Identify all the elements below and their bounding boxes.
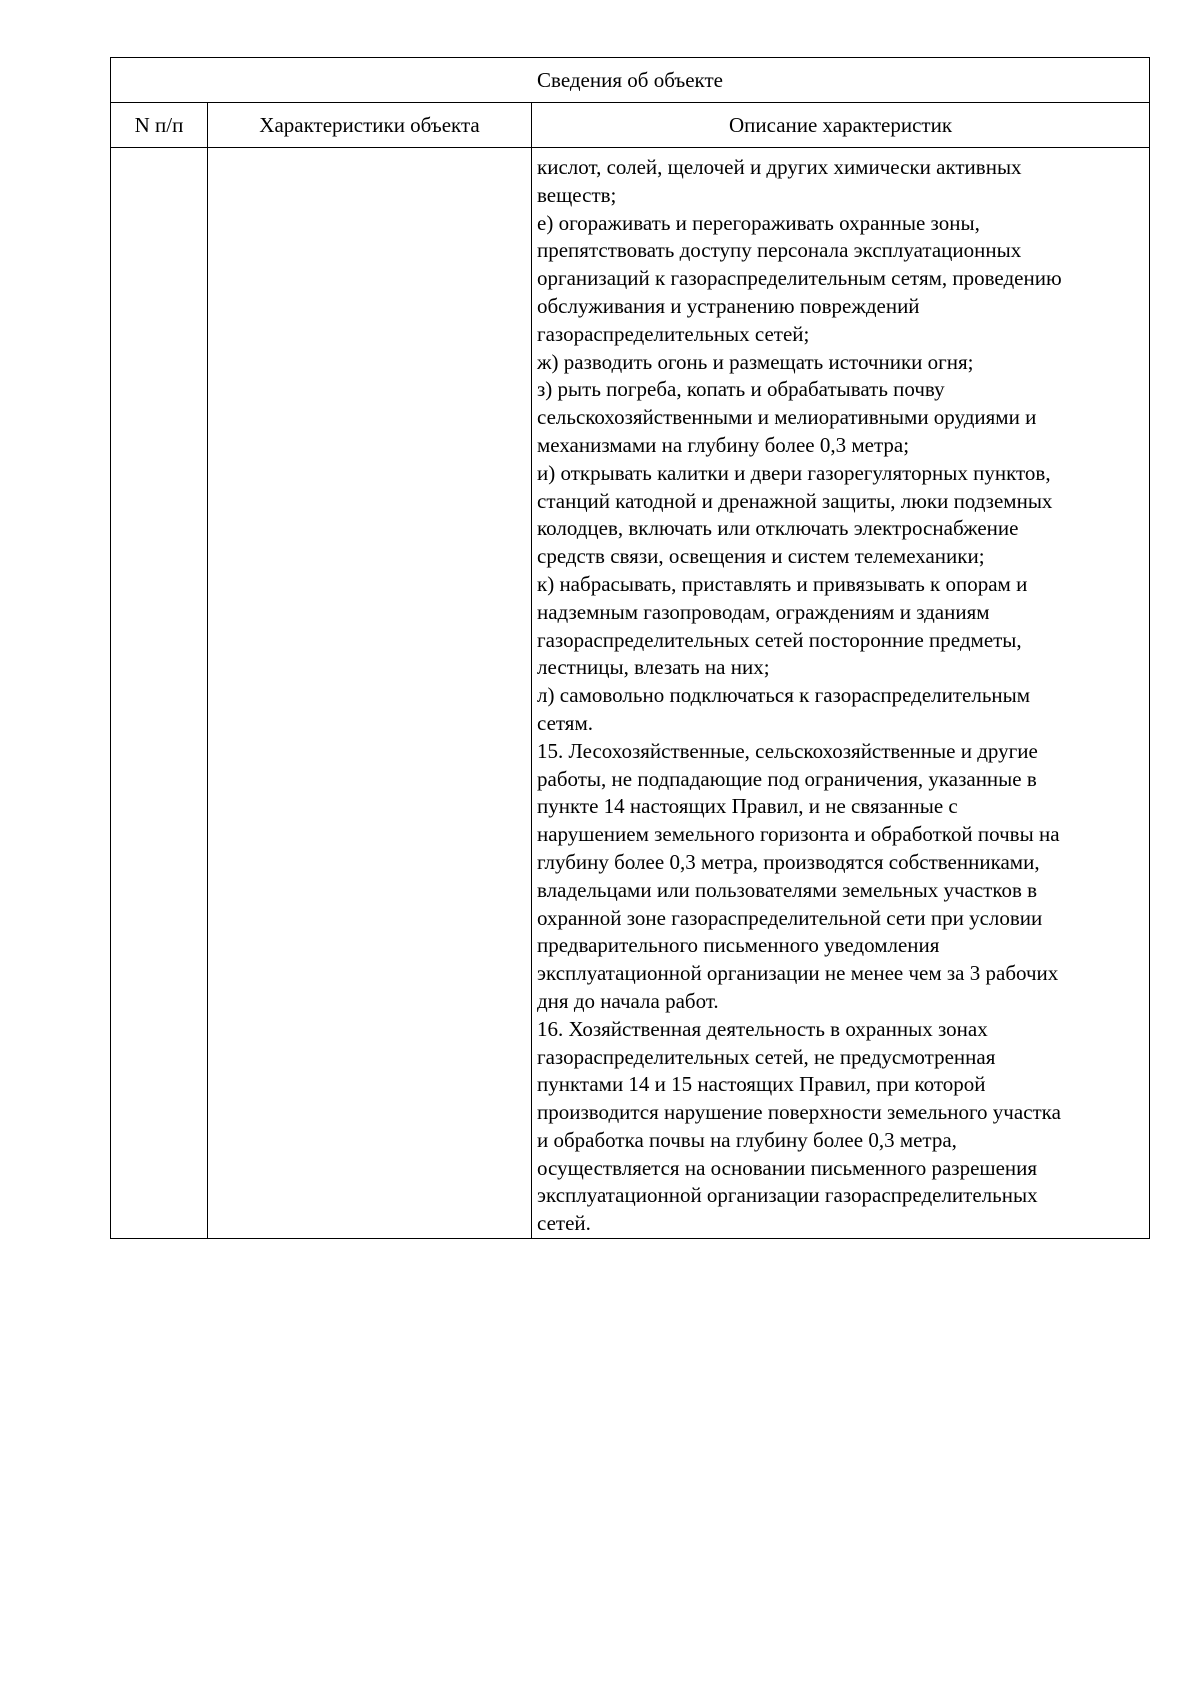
description-line: к) набрасывать, приставлять и привязывать к опорам и: [537, 571, 1028, 596]
header-num: N п/п: [111, 103, 208, 148]
description-line: нарушением земельного горизонта и обработкой почвы на: [537, 822, 1060, 847]
object-info-table: [110, 57, 1150, 1239]
description-line: сетей.: [537, 1211, 591, 1236]
table-title-row: [111, 58, 1150, 103]
cell-characteristics: [208, 148, 532, 1239]
description-line: дня до начала работ.: [537, 988, 719, 1013]
table-title: Сведения об объекте: [111, 58, 1150, 103]
table-header-row: [111, 103, 1150, 148]
description-line: е) огораживать и перегораживать охранные зоны,: [537, 210, 980, 235]
description-line: кислот, солей, щелочей и других химически активных: [537, 155, 1022, 179]
description-line: препятствовать доступу персонала эксплуатационных: [537, 238, 1022, 263]
description-line: 15. Лесохозяйственные, сельскохозяйственные и другие: [537, 738, 1038, 763]
description-line: средств связи, освещения и систем телемеханики;: [537, 544, 985, 569]
description-line: веществ;: [537, 182, 617, 207]
description-line: пункте 14 настоящих Правил, и не связанные с: [537, 794, 958, 819]
description-line: предварительного письменного уведомления: [537, 933, 940, 958]
description-line: эксплуатационной организации газораспределительных: [537, 1183, 1038, 1208]
description-line: з) рыть погреба, копать и обрабатывать почву: [537, 377, 945, 402]
description-line: ж) разводить огонь и размещать источники огня;: [537, 349, 974, 374]
table-row: [111, 148, 1150, 1239]
description-line: обслуживания и устранению повреждений: [537, 293, 920, 318]
cell-description: [532, 148, 1150, 1239]
description-line: 16. Хозяйственная деятельность в охранных зонах: [537, 1016, 988, 1041]
description-line: газораспределительных сетей, не предусмотренная: [537, 1044, 996, 1069]
description-line: л) самовольно подключаться к газораспределительным: [537, 683, 1031, 708]
header-description: Описание характеристик: [532, 103, 1150, 148]
description-line: и) открывать калитки и двери газорегуляторных пунктов,: [537, 460, 1051, 485]
description-line: производится нарушение поверхности земельного участка: [537, 1100, 1061, 1125]
description-line: эксплуатационной организации не менее чем за 3 рабочих: [537, 961, 1059, 986]
header-characteristics: Характеристики объекта: [208, 103, 532, 148]
description-line: колодцев, включать или отключать электроснабжение: [537, 516, 1019, 541]
description-line: сетям.: [537, 710, 593, 735]
description-line: лестницы, влезать на них;: [537, 655, 770, 680]
description-line: станций катодной и дренажной защиты, люки подземных: [537, 488, 1053, 513]
description-line: пунктами 14 и 15 настоящих Правил, при которой: [537, 1072, 986, 1097]
description-line: организаций к газораспределительным сетям, проведению: [537, 266, 1062, 291]
description-line: и обработка почвы на глубину более 0,3 метра,: [537, 1127, 957, 1152]
description-line: газораспределительных сетей;: [537, 321, 810, 346]
description-line: газораспределительных сетей посторонние предметы,: [537, 627, 1022, 652]
cell-num: [111, 148, 208, 1239]
description-text: [537, 154, 1145, 1238]
description-line: охранной зоне газораспределительной сети при условии: [537, 905, 1043, 930]
description-line: глубину более 0,3 метра, производятся собственниками,: [537, 849, 1040, 874]
description-line: механизмами на глубину более 0,3 метра;: [537, 432, 910, 457]
description-line: владельцами или пользователями земельных участков в: [537, 877, 1038, 902]
description-line: сельскохозяйственными и мелиоративными орудиями и: [537, 405, 1037, 430]
description-line: работы, не подпадающие под ограничения, указанные в: [537, 766, 1037, 791]
description-line: осуществляется на основании письменного разрешения: [537, 1155, 1038, 1180]
description-line: надземным газопроводам, ограждениям и зданиям: [537, 599, 990, 624]
